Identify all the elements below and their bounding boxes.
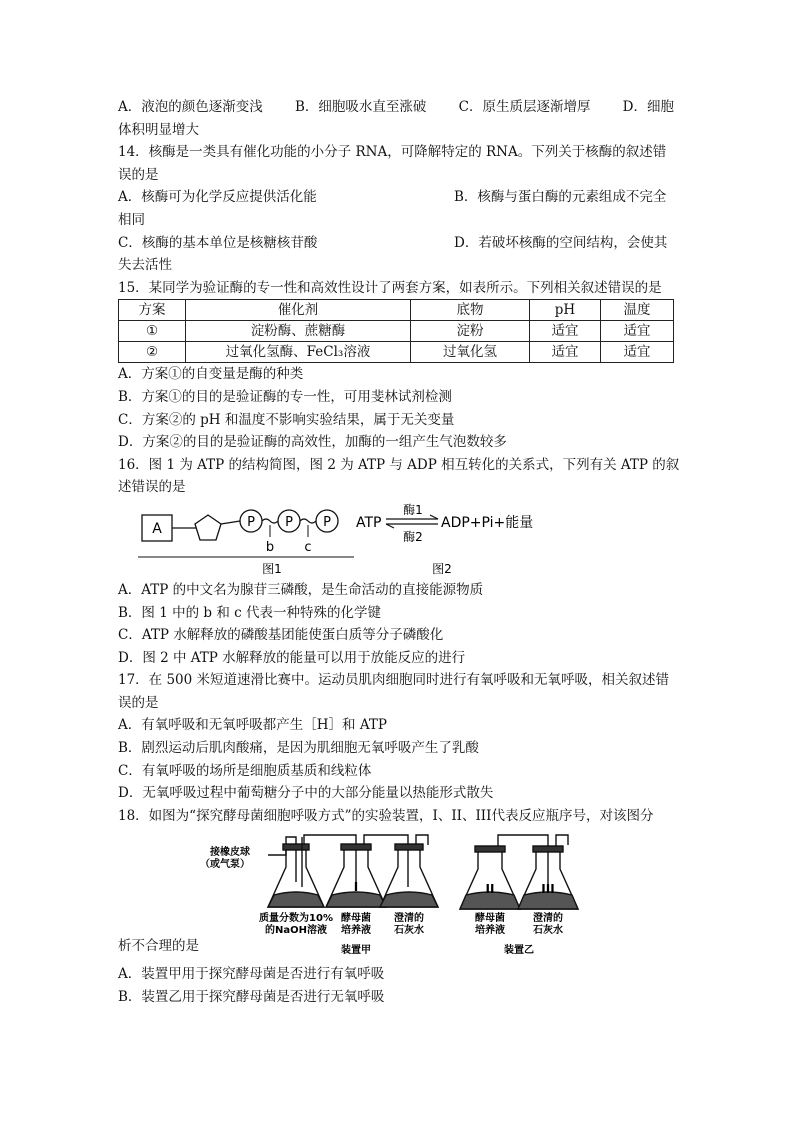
q14-option-c: C．核酶的基本单位是核糖核苷酸 xyxy=(118,234,318,251)
setup-a-label: 装置甲 xyxy=(341,945,371,957)
fig2-caption: 图2 xyxy=(432,561,452,576)
q13-options xyxy=(118,96,674,119)
bond-label-c: c xyxy=(304,539,312,555)
ribose-pentagon xyxy=(195,515,221,540)
setup-a-apparatus xyxy=(268,835,438,907)
phosphate-label-1: P xyxy=(247,514,255,530)
flask-number-iii: III xyxy=(541,882,555,897)
stopper-4 xyxy=(475,846,505,852)
q14-option-a: A．核酶可为化学反应提供活化能 xyxy=(118,189,317,206)
q14-option-d: D．若破坏核酶的空间结构，会使其 xyxy=(454,234,668,251)
stopper-2 xyxy=(341,844,371,850)
table-header-row xyxy=(119,300,674,321)
q16-figure xyxy=(118,499,674,579)
yeast-label-a-2: 培养液 xyxy=(341,925,371,937)
table-header: 底物 xyxy=(411,300,530,321)
flask-number-ii: II xyxy=(485,882,495,897)
atp-structure-figure xyxy=(138,510,354,576)
yeast-label-b-1: 酵母菌 xyxy=(475,913,505,925)
enzyme-1-label: 酶1 xyxy=(403,502,423,517)
q16-option-b: B．图 1 中的 b 和 c 代表一种特殊的化学键 xyxy=(118,604,381,621)
equation-atp: ATP xyxy=(356,514,382,531)
q17-option-a: A．有氧呼吸和无氧呼吸都产生［H］和 ATP xyxy=(118,717,387,734)
table-cell: 适宜 xyxy=(530,321,601,342)
q16-stem-wrap: 述错误的是 xyxy=(118,479,186,496)
q14-options-ab xyxy=(118,186,674,209)
q17-stem-wrap: 误的是 xyxy=(118,694,159,711)
lime-label-a-1: 澄清的 xyxy=(394,913,424,925)
phosphate-label-2: P xyxy=(285,514,293,530)
q14-stem: 14．核酶是一类具有催化功能的小分子 RNA，可降解特定的 RNA。下列关于核酶的叙述错 xyxy=(118,144,667,161)
q18-stem-wrap: 析不合理的是 xyxy=(118,938,199,955)
exam-page xyxy=(118,96,680,1009)
table-header: pH xyxy=(530,300,601,321)
outlet-tube-b xyxy=(556,835,568,846)
table-cell: 淀粉 xyxy=(411,321,530,342)
q18-option-a: A．装置甲用于探究酵母菌是否进行有氧呼吸 xyxy=(118,966,385,983)
q15-stem: 15．某同学为验证酶的专一性和高效性设计了两套方案，如表所示。下列相关叙述错误的是 xyxy=(118,279,662,296)
table-cell: 适宜 xyxy=(530,342,601,363)
table-header: 方案 xyxy=(119,300,186,321)
pump-label-2: （或气泵） xyxy=(200,859,250,871)
q13-option-d-wrap: 体积明显增大 xyxy=(118,121,199,138)
high-energy-bond-c xyxy=(300,519,316,523)
q15-table xyxy=(118,299,674,363)
enzyme-2-label: 酶2 xyxy=(403,529,423,544)
q13-option-a: A．液泡的颜色逐渐变浅 xyxy=(118,99,263,115)
table-header: 催化剂 xyxy=(186,300,411,321)
liquid-lime-a xyxy=(380,892,438,907)
connector-4-5 xyxy=(498,835,548,889)
q16-option-d: D．图 2 中 ATP 水解释放的能量可以用于放能反应的进行 xyxy=(118,649,466,666)
q17-option-c: C．有氧呼吸的场所是细胞质基质和线粒体 xyxy=(118,762,372,779)
flask-number-i: I xyxy=(353,880,359,895)
q14-stem-wrap: 误的是 xyxy=(118,166,159,183)
adenine-label: A xyxy=(152,520,162,537)
q13-option-c: C．原生质层逐渐增厚 xyxy=(458,99,591,115)
table-cell: 适宜 xyxy=(601,342,674,363)
q17-option-b: B．剧烈运动后肌肉酸痛，是因为肌细胞无氧呼吸产生了乳酸 xyxy=(118,740,479,757)
q15-option-a: A．方案①的自变量是酶的种类 xyxy=(118,366,304,383)
q18-figure xyxy=(118,827,674,963)
q18-stem: 18．如图为“探究酵母菌细胞呼吸方式”的实验装置，I、II、III代表反应瓶序号，对该图分 xyxy=(118,807,654,824)
q14-option-b: B．核酶与蛋白酶的元素组成不完全 xyxy=(454,189,667,206)
bond-label-b: b xyxy=(265,539,275,555)
atp-diagram xyxy=(118,499,674,579)
naoh-label-1: 质量分数为10% xyxy=(259,913,333,925)
table-header: 温度 xyxy=(601,300,674,321)
q15-option-d: D．方案②的目的是验证酶的高效性，加酶的一组产生气泡数较多 xyxy=(118,434,507,451)
naoh-label-2: 的NaOH溶液 xyxy=(265,925,327,937)
q13-option-d: D．细胞 xyxy=(622,99,674,115)
high-energy-bond-b xyxy=(262,519,278,523)
q13-option-b: B．细胞吸水直至涨破 xyxy=(294,99,427,115)
table-cell: 淀粉酶、蔗糖酶 xyxy=(186,321,411,342)
table-cell: ② xyxy=(119,342,186,363)
sugar-phosphate-bond xyxy=(221,521,240,524)
q17-option-d: D．无氧呼吸过程中葡萄糖分子中的大部分能量以热能形式散失 xyxy=(118,785,494,802)
table-cell: 过氧化氢酶、FeCl₃溶液 xyxy=(186,342,411,363)
fig1-caption: 图1 xyxy=(262,561,282,576)
equation-products: ADP+Pi+能量 xyxy=(441,514,534,531)
liquid-naoh xyxy=(268,892,324,907)
yeast-respiration-apparatus xyxy=(118,827,674,963)
lime-label-a-2: 石灰水 xyxy=(394,925,424,937)
lime-label-b-2: 石灰水 xyxy=(533,925,563,937)
q15-option-b: B．方案①的目的是验证酶的专一性，可用斐林试剂检测 xyxy=(118,388,452,405)
table-cell: 适宜 xyxy=(601,321,674,342)
q16-stem: 16．图 1 为 ATP 的结构简图，图 2 为 ATP 与 ADP 相互转化的关系式，下列有关 ATP 的叙 xyxy=(118,456,680,473)
yeast-label-a-1: 酵母菌 xyxy=(341,913,371,925)
yeast-label-b-2: 培养液 xyxy=(475,925,505,937)
q14-option-b-wrap: 相同 xyxy=(118,211,145,228)
lime-label-b-1: 澄清的 xyxy=(533,913,563,925)
liquid-yeast-a xyxy=(326,892,386,907)
pump-label-1: 接橡皮球 xyxy=(210,847,250,859)
setup-b-apparatus xyxy=(460,835,578,909)
table-row xyxy=(119,321,674,342)
q18-option-b: B．装置乙用于探究酵母菌是否进行无氧呼吸 xyxy=(118,989,385,1006)
table-cell: 过氧化氢 xyxy=(411,342,530,363)
stopper-5 xyxy=(533,846,563,852)
table-cell: ① xyxy=(119,321,186,342)
phosphate-label-3: P xyxy=(323,514,331,530)
q16-option-c: C．ATP 水解释放的磷酸基团能使蛋白质等分子磷酸化 xyxy=(118,627,444,644)
stopper-1 xyxy=(283,844,309,850)
connector-2-3 xyxy=(364,835,408,887)
atp-adp-equation-figure xyxy=(356,502,533,576)
setup-b-label: 装置乙 xyxy=(504,945,534,957)
q14-options-cd xyxy=(118,232,674,255)
q17-stem: 17．在 500 米短道速滑比赛中。运动员肌肉细胞同时进行有氧呼吸和无氧呼吸，相关叙述错 xyxy=(118,672,670,689)
table-row xyxy=(119,342,674,363)
q14-option-d-wrap: 失去活性 xyxy=(118,257,172,274)
stopper-3 xyxy=(395,844,423,850)
q15-option-c: C．方案②的 pH 和温度不影响实验结果，属于无关变量 xyxy=(118,411,455,428)
q16-option-a: A．ATP 的中文名为腺苷三磷酸，是生命活动的直接能源物质 xyxy=(118,581,484,598)
